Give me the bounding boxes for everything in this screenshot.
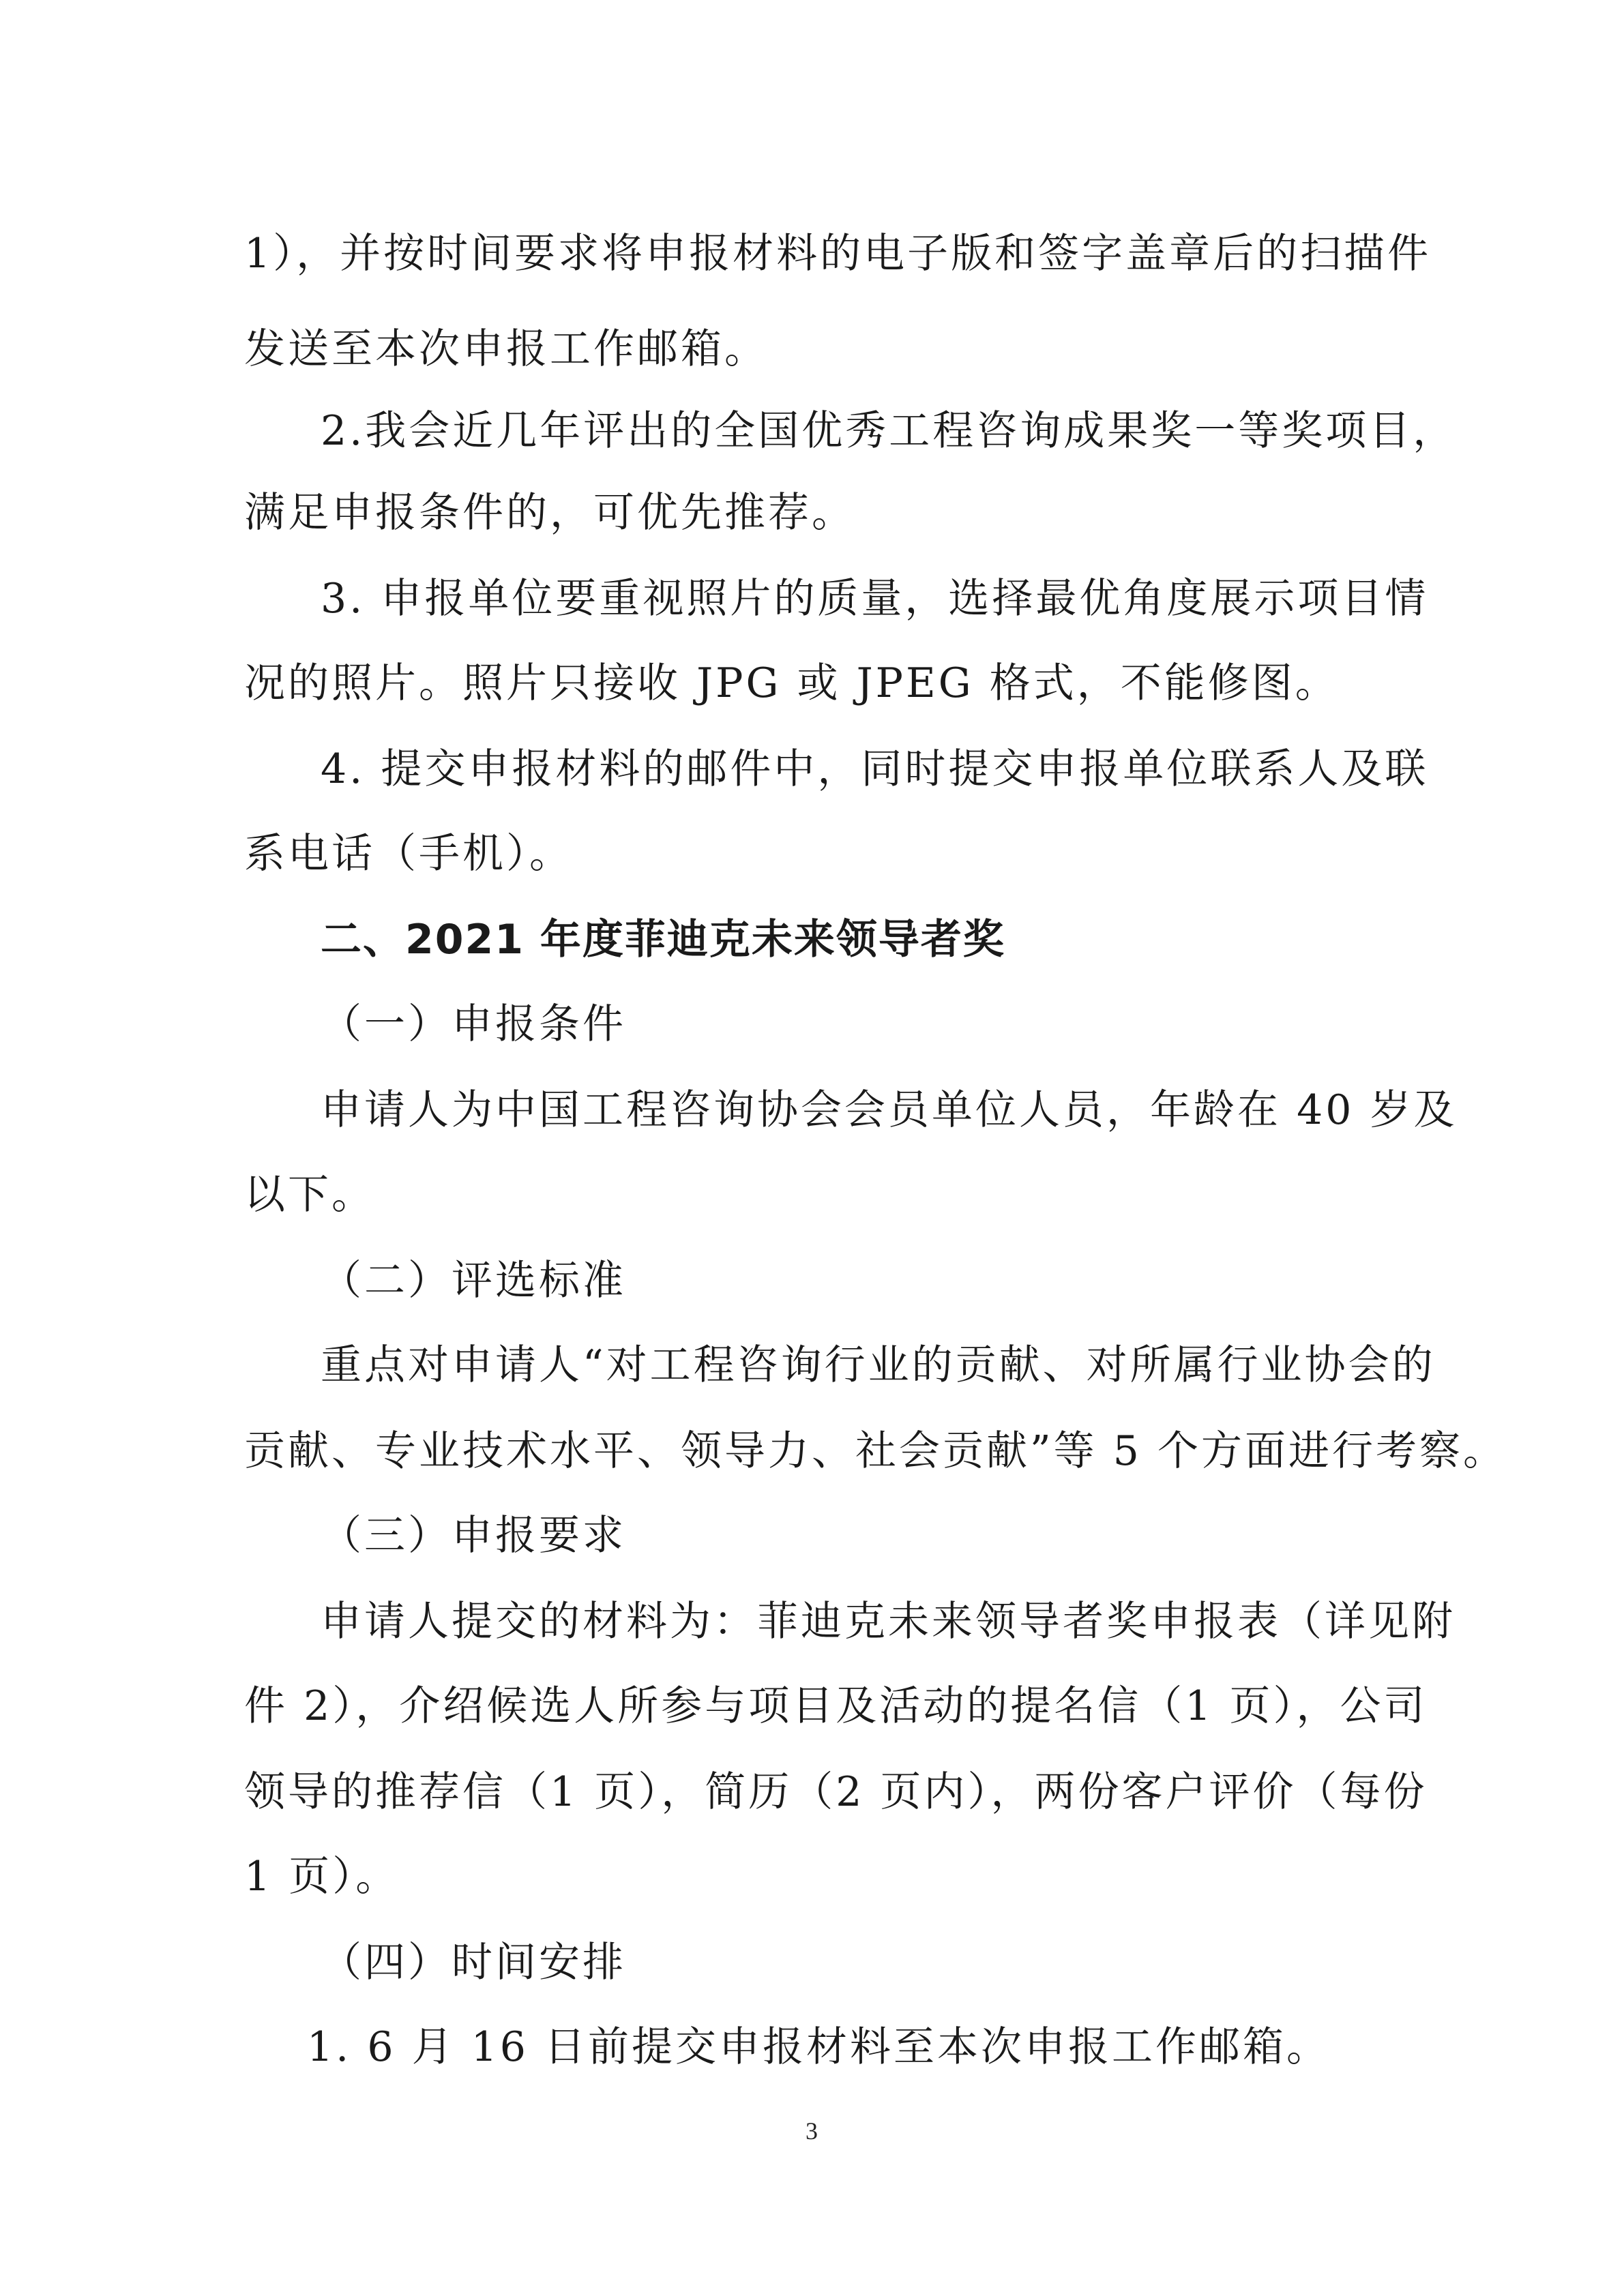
subsection-heading: （三）申报要求 xyxy=(321,1512,626,1560)
text-line: 系电话（手机）。 xyxy=(244,830,573,878)
section-heading: 二、2021 年度菲迪克未来领导者奖 xyxy=(321,916,1005,964)
text-line: 况的照片。照片只接收 JPG 或 JPEG 格式，不能修图。 xyxy=(244,659,1339,707)
subsection-heading: （一）申报条件 xyxy=(321,1000,626,1048)
text-line: 4. 提交申报材料的邮件中，同时提交申报单位联系人及联 xyxy=(321,745,1429,793)
text-line: 件 2），介绍候选人所参与项目及活动的提名信（1 页），公司 xyxy=(244,1682,1428,1730)
subsection-heading: （四）时间安排 xyxy=(321,1939,626,1986)
text-line: 以下。 xyxy=(244,1171,375,1219)
text-line: 1 页）。 xyxy=(244,1853,400,1900)
text-line: 2.我会近几年评出的全国优秀工程咨询成果奖一等奖项目， xyxy=(321,407,1457,455)
page-number: 3 xyxy=(806,2117,818,2145)
text-line: 贡献、专业技术水平、领导力、社会贡献”等 5 个方面进行考察。 xyxy=(244,1427,1507,1475)
text-line: 重点对申请人“对工程咨询行业的贡献、对所属行业协会的 xyxy=(321,1341,1436,1389)
text-line: 1. 6 月 16 日前提交申报材料至本次申报工作邮箱。 xyxy=(307,2023,1331,2071)
text-line: 发送至本次申报工作邮箱。 xyxy=(244,325,768,373)
subsection-heading: （二）评选标准 xyxy=(321,1257,626,1304)
text-line: 领导的推荐信（1 页），简历（2 页内），两份客户评价（每份 xyxy=(244,1768,1428,1816)
text-line: 1），并按时间要求将申报材料的电子版和签字盖章后的扫描件 xyxy=(244,230,1432,278)
text-line: 满足申报条件的，可优先推荐。 xyxy=(244,489,855,537)
text-line: 申请人为中国工程咨询协会会员单位人员，年龄在 40 岁及 xyxy=(321,1086,1458,1134)
text-line: 3. 申报单位要重视照片的质量，选择最优角度展示项目情 xyxy=(321,575,1429,623)
text-line: 申请人提交的材料为：菲迪克未来领导者奖申报表（详见附 xyxy=(321,1598,1456,1645)
